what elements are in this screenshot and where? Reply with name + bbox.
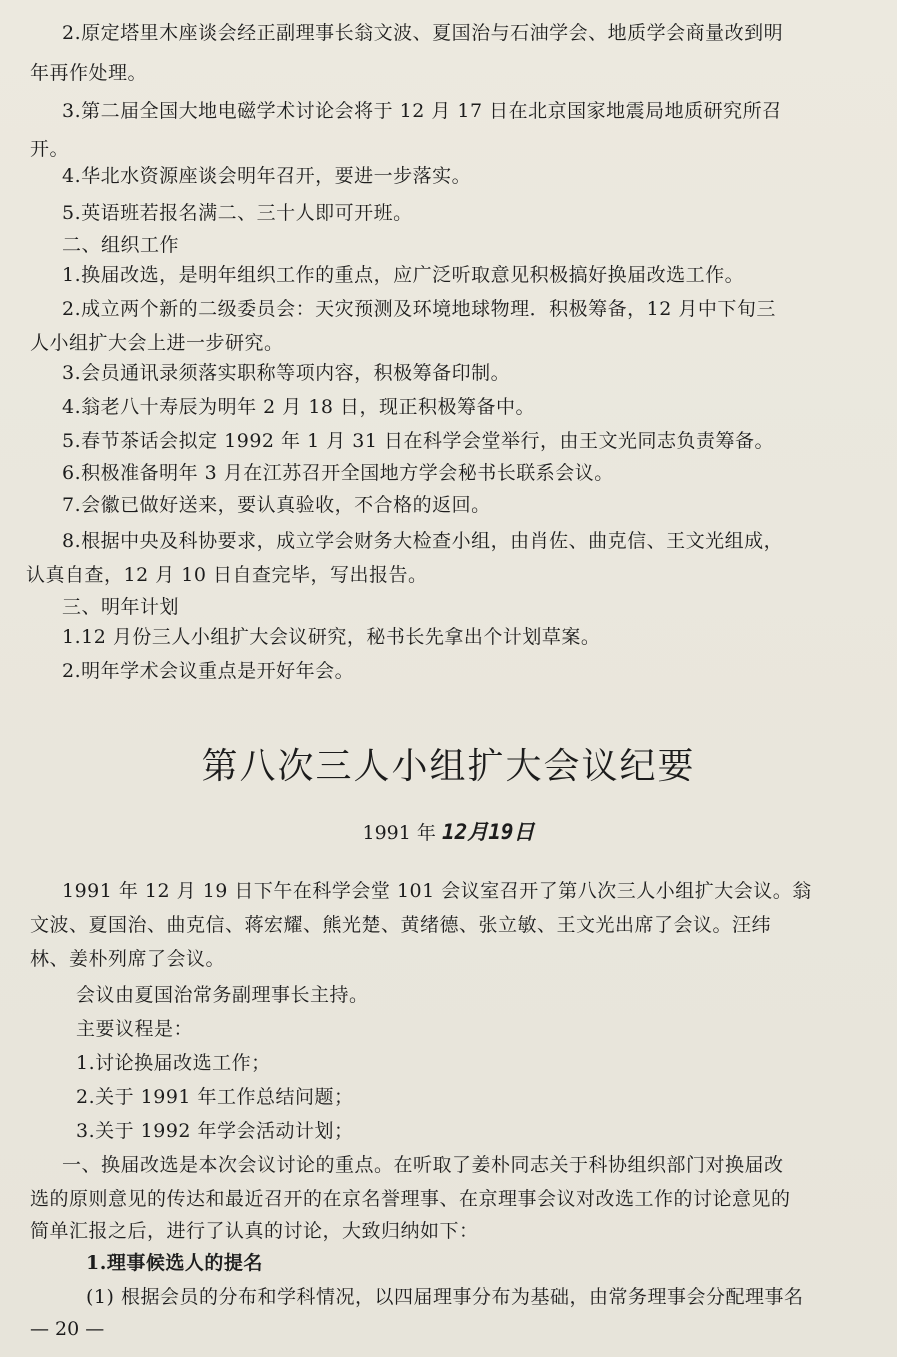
text-line: 3.会员通讯录须落实职称等项内容，积极筹备印制。 [62,362,511,384]
article-date [0,816,897,846]
subsection-heading: 1.理事候选人的提名 [86,1252,263,1274]
text-line: 认真自查，12 月 10 日自查完毕，写出报告。 [26,564,428,586]
text-line: 选的原则意见的传达和最近召开的在京名誉理事、在京理事会议对改选工作的讨论意见的 [30,1188,791,1210]
text-line: 2.成立两个新的二级委员会：天灾预测及环境地球物理．积极筹备，12 月中下旬三 [62,298,776,320]
text-line: 文波、夏国治、曲克信、蒋宏耀、熊光楚、黄绪德、张立敏、王文光出席了会议。汪纬 [30,914,772,936]
text-line: 简单汇报之后，进行了认真的讨论，大致归纳如下： [30,1220,479,1242]
text-line: 1991 年 12 月 19 日下午在科学会堂 101 会议室召开了第八次三人小组扩大会议。翁 [62,880,812,902]
text-line: 年再作处理。 [30,62,148,84]
handwritten-date: 12月19日 [441,820,535,844]
text-line: 5.英语班若报名满二、三十人即可开班。 [62,202,413,224]
section-heading: 三、明年计划 [62,596,180,618]
text-line: 人小组扩大会上进一步研究。 [30,332,284,354]
text-line: 会议由夏国治常务副理事长主持。 [76,984,369,1006]
text-line: 3.第二届全国大地电磁学术讨论会将于 12 月 17 日在北京国家地震局地质研究所召 [62,100,782,122]
page-number: — 20 — [30,1318,105,1340]
text-line: 4.华北水资源座谈会明年召开，要进一步落实。 [62,165,472,187]
text-line: 4.翁老八十寿辰为明年 2 月 18 日，现正积极筹备中。 [62,396,536,418]
text-line: 8.根据中央及科协要求，成立学会财务大检查小组，由肖佐、曲克信、王文光组成， [62,530,784,552]
text-line: 5.春节茶话会拟定 1992 年 1 月 31 日在科学会堂举行，由王文光同志负责筹备。 [62,430,774,452]
text-line: 1.换届改选，是明年组织工作的重点，应广泛听取意见积极搞好换届改选工作。 [62,264,745,286]
text-line: (1) 根据会员的分布和学科情况，以四届理事分布为基础，由常务理事会分配理事名 [86,1286,804,1308]
text-line: 林、姜朴列席了会议。 [30,948,226,970]
text-line: 主要议程是： [76,1018,194,1040]
text-line: 2.关于 1991 年工作总结问题； [76,1086,354,1108]
text-line: 2.原定塔里木座谈会经正副理事长翁文波、夏国治与石油学会、地质学会商量改到明 [62,22,784,44]
text-line: 1.12 月份三人小组扩大会议研究，秘书长先拿出个计划草案。 [62,626,601,648]
text-line: 3.关于 1992 年学会活动计划； [76,1120,354,1142]
printed-date: 1991 年 [362,822,436,844]
section-heading: 二、组织工作 [62,234,180,256]
text-line: 1.讨论换届改选工作； [76,1052,271,1074]
text-line: 一、换届改选是本次会议讨论的重点。在听取了姜朴同志关于科协组织部门对换届改 [62,1154,784,1176]
text-line: 开。 [30,138,70,160]
text-line: 7.会徽已做好送来，要认真验收，不合格的返回。 [62,494,491,516]
text-line: 6.积极准备明年 3 月在江苏召开全国地方学会秘书长联系会议。 [62,462,614,484]
article-title: 第八次三人小组扩大会议纪要 [201,746,696,787]
text-line: 2.明年学术会议重点是开好年会。 [62,660,355,682]
